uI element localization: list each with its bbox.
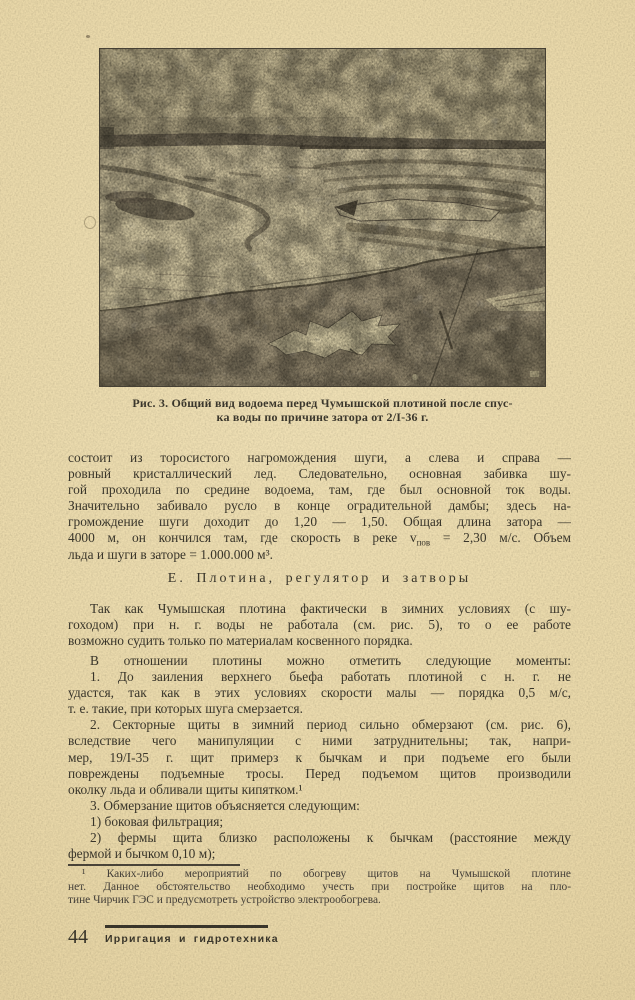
text-line: В отношении плотины можно отметить следующие моменты: (90, 652, 571, 668)
text-line: гой проходила по средине водоема, там, где был основной ток воды. (68, 482, 571, 498)
text-line: ровный кристаллический лед. Следовательно, основная забивка шу- (68, 466, 571, 482)
text-line: вследствие чего манипуляции с ними затруднительны; так, напри- (68, 733, 571, 749)
reservoir-photo-art (100, 49, 545, 386)
list-item-3 (68, 798, 571, 814)
text-line: т. е. такие, при которых шуга смерзается. (68, 701, 303, 717)
footnote-divider (68, 864, 240, 866)
running-title: Ирригация и гидротехника (105, 933, 279, 945)
paragraph (68, 653, 571, 669)
paragraph-continuation (68, 450, 571, 563)
caption-line: ка воды по причине затора от 2/I-36 г. (216, 410, 429, 424)
text-run: 4000 м, он кончился там, где скорость в реке v (68, 530, 417, 546)
section-heading: Е. Плотина, регулятор и затворы (167, 570, 472, 586)
text-line: Так как Чумышская плотина фактически в зимних условиях (с шу- (90, 600, 571, 616)
text-line: фермой и бычком 0,10 м); (68, 846, 216, 862)
text-line (68, 530, 571, 546)
footnote (68, 868, 571, 907)
text-line: околку льда и обливали щиты кипятком.¹ (68, 781, 303, 797)
ink-speck (86, 35, 90, 38)
text-line: 2. Секторные щиты в зимний период сильно обмерзают (см. рис. 6), (90, 717, 571, 733)
text-line: гоходом) при н. г. воды не работала (см. рис. 5), то о ее работе (68, 616, 571, 632)
footer-rule (105, 925, 268, 928)
text-line: Значительно забивало русло в конце оградительной дамбы; здесь на- (68, 498, 571, 514)
text-line: громождение шуги доходит до 1,20 — 1,50. Общая длина затора — (68, 514, 571, 530)
text-line: 1) боковая фильтрация; (90, 813, 224, 829)
list-item-1 (68, 669, 571, 717)
sub-item-1 (68, 814, 571, 830)
page-footer (68, 922, 368, 962)
figure-photo (99, 48, 546, 387)
text-line: 1. До заиления верхнего бьефа работать плотиной с н. г. не (90, 669, 571, 685)
ring-stain (84, 216, 96, 229)
body-text (68, 450, 571, 862)
text-line: 3. Обмерзание щитов объясняется следующим: (90, 797, 360, 813)
list-item-2 (68, 717, 571, 797)
text-line: состоит из торосистого нагромождения шуги, а слева и справа — (68, 450, 571, 465)
text-line: удастся, так как в этих условиях скорости малы — порядка 0,5 м/с, (68, 685, 571, 701)
text-line: 2) фермы щита близко расположены к бычкам (расстояние между (90, 829, 571, 845)
subscript-pov: пов (416, 538, 431, 547)
sub-item-2 (68, 830, 571, 862)
text-line: повреждены подъемные тросы. Перед подъемом щитов производили (68, 765, 571, 781)
text-run: = 2,30 м/с. Объем (430, 530, 571, 546)
caption-line: Рис. 3. Общий вид водоема перед Чумышской плотиной после спус- (132, 396, 513, 410)
footnote-line: ¹ Каких-либо мероприятий по обогреву щитов на Чумышской плотине (82, 868, 571, 880)
page-number: 44 (68, 926, 88, 948)
text-line: возможно судить только по материалам косвенного порядка. (68, 632, 413, 648)
figure-caption (100, 396, 545, 424)
text-line: льда и шуги в заторе = 1.000.000 м³. (68, 546, 273, 562)
paragraph (68, 601, 571, 649)
footnote-line: тине Чирчик ГЭС и предусмотреть устройство электрообогрева. (68, 894, 381, 906)
text-line: мер, 19/I-35 г. щит примерз к бычкам и при подъеме его были (68, 749, 571, 765)
footnote-line: нет. Данное обстоятельство необходимо учесть при постройке щитов на пло- (68, 881, 571, 893)
